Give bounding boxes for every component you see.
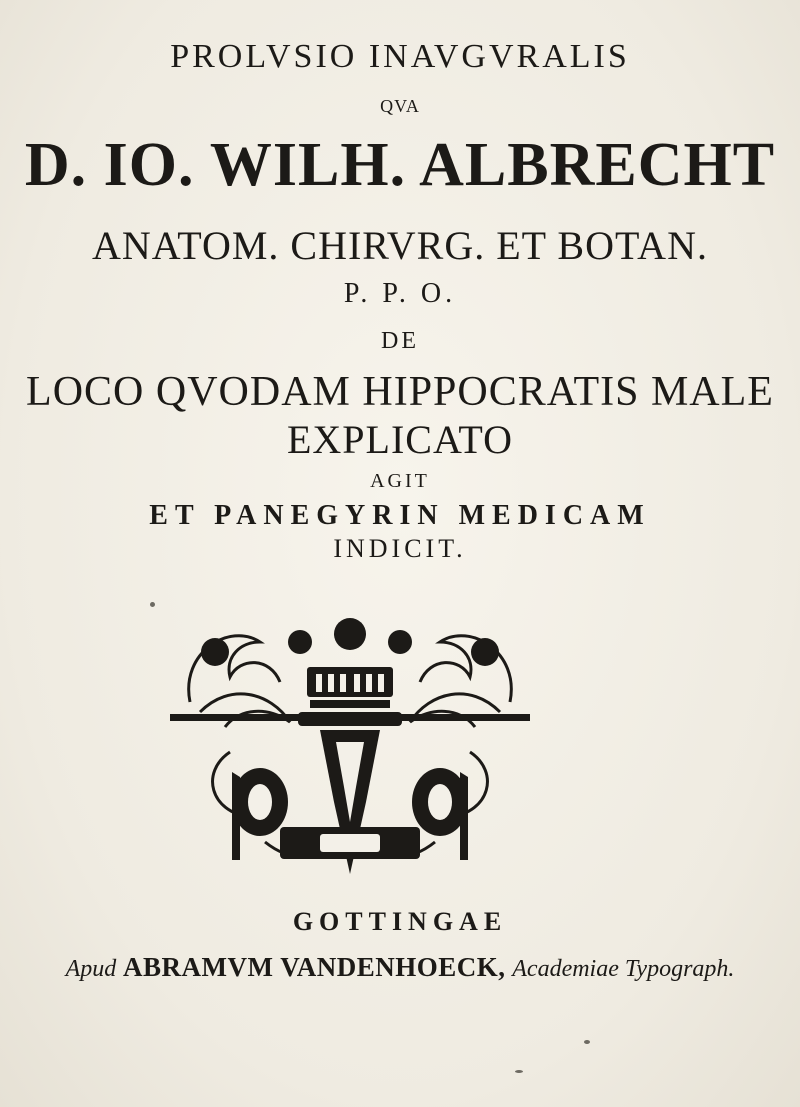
title-line-agit: AGIT [370, 470, 430, 492]
author-name: D. IO. WILH. ALBRECHT [24, 131, 776, 199]
author-titles: ANATOM. CHIRVRG. ET BOTAN. [92, 223, 708, 268]
imprint-place: GOTTINGAE [292, 907, 508, 936]
title-line-de: DE [381, 328, 419, 354]
subject-line: LOCO QVODAM HIPPOCRATIS MALE [26, 369, 774, 415]
imprint-apud: Apud [65, 956, 117, 982]
title-line-qua: QVA [380, 96, 420, 116]
imprint-role: Academiae Typograph. [512, 956, 735, 982]
title-line-prolusio: PROLVSIO INAVGVRALIS [170, 38, 630, 75]
imprint-printer: ABRAMVM VANDENHOECK, [122, 952, 506, 982]
imprint-line [0, 952, 800, 983]
ink-speck [515, 1070, 523, 1073]
ink-speck [150, 602, 155, 607]
ink-speck [584, 1040, 590, 1044]
subject-line-2: EXPLICATO [286, 417, 514, 462]
ornamental-vignette-icon [170, 612, 530, 878]
author-position: P. P. O. [343, 278, 457, 309]
title-line-indicit: INDICIT. [333, 534, 467, 563]
title-line-panegyrin: ET PANEGYRIN MEDICAM [149, 500, 651, 531]
